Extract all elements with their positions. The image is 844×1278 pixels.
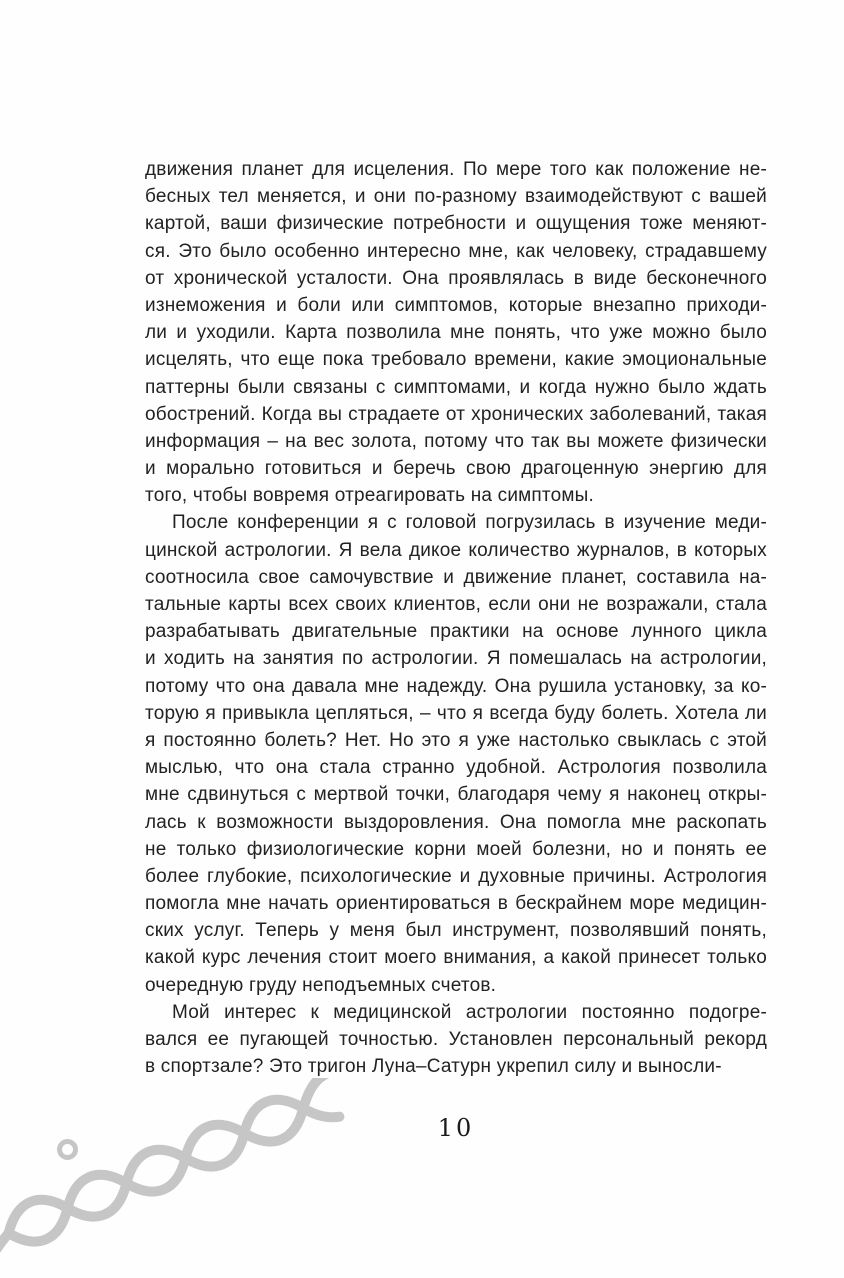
text-line: паттерны были связаны с симптомами, и когда нужно было ждать xyxy=(145,376,767,398)
text-line: Мой интерес к медицинской астрологии постоянно подогре- xyxy=(172,1001,767,1023)
text-line: ли и уходили. Карта позволила мне понять, что уже можно было xyxy=(145,322,767,344)
body-text xyxy=(145,156,767,1080)
text-line: разрабатывать двигательные практики на основе лунного цикла xyxy=(145,621,767,643)
circle-decoration xyxy=(57,1139,78,1160)
text-line: После конференции я с головой погрузилась в изучение меди- xyxy=(172,512,767,534)
text-line: торую я привыкла цепляться, – что я всегда буду болеть. Хотела ли xyxy=(145,702,767,724)
text-line: бесных тел меняется, и они по-разному взаимодействуют с вашей xyxy=(145,186,767,208)
text-line: и ходить на занятия по астрологии. Я помешалась на астрологии, xyxy=(145,648,767,670)
dna-helix-decoration xyxy=(0,1078,416,1278)
text-line: в спортзале? Это тригон Луна–Сатурн укрепил силу и выносли- xyxy=(145,1056,722,1078)
text-line: изнеможения и боли или симптомов, которые внезапно приходи- xyxy=(145,294,767,316)
text-line: от хронической усталости. Она проявлялась в виде бесконечного xyxy=(145,267,767,289)
text-line: движения планет для исцеления. По мере того как положение не- xyxy=(145,159,767,180)
text-line: помогла мне начать ориентироваться в бескрайнем море медицин- xyxy=(145,893,767,915)
text-line: цинской астрологии. Я вела дикое количество журналов, в которых xyxy=(145,539,767,561)
text-line: обострений. Когда вы страдаете от хронических заболеваний, такая xyxy=(145,403,767,425)
text-line: не только физиологические корни моей болезни, но и понять ее xyxy=(145,838,767,860)
text-line: картой, ваши физические потребности и ощущения тоже меняют- xyxy=(145,213,767,235)
text-line: мне сдвинуться с мертвой точки, благодаря чему я наконец откры- xyxy=(145,784,767,806)
page-number: 10 xyxy=(437,1114,475,1142)
text-line: соотносила свое самочувствие и движение планет, составила на- xyxy=(145,566,767,588)
text-line: потому что она давала мне надежду. Она рушила установку, за ко- xyxy=(145,675,767,697)
text-line: ских услуг. Теперь у меня был инструмент, позволявший понять, xyxy=(145,920,767,942)
text-line: вался ее пугающей точностью. Установлен персональный рекорд xyxy=(145,1029,767,1050)
text-line: очередную груду неподъемных счетов. xyxy=(145,974,497,996)
text-line: того, чтобы вовремя отреагировать на симптомы. xyxy=(145,485,594,507)
text-line: мыслью, что она стала странно удобной. Астрология позволила xyxy=(145,757,767,779)
text-line: какой курс лечения стоит моего внимания, а какой принесет только xyxy=(145,947,767,969)
text-line: исцелять, что еще пока требовало времени, какие эмоциональные xyxy=(145,349,767,371)
text-line: и морально готовиться и беречь свою драгоценную энергию для xyxy=(145,458,767,480)
text-line: информация – на вес золота, потому что так вы можете физически xyxy=(145,430,767,452)
text-line: ся. Это было особенно интересно мне, как человеку, страдавшему xyxy=(145,240,767,262)
text-line: лась к возможности выздоровления. Она помогла мне раскопать xyxy=(145,811,767,833)
text-line: тальные карты всех своих клиентов, если они не возражали, стала xyxy=(145,594,767,615)
text-line: более глубокие, психологические и духовные причины. Астрология xyxy=(145,865,767,887)
text-line: я постоянно болеть? Нет. Но это я уже настолько свыклась с этой xyxy=(145,729,767,751)
